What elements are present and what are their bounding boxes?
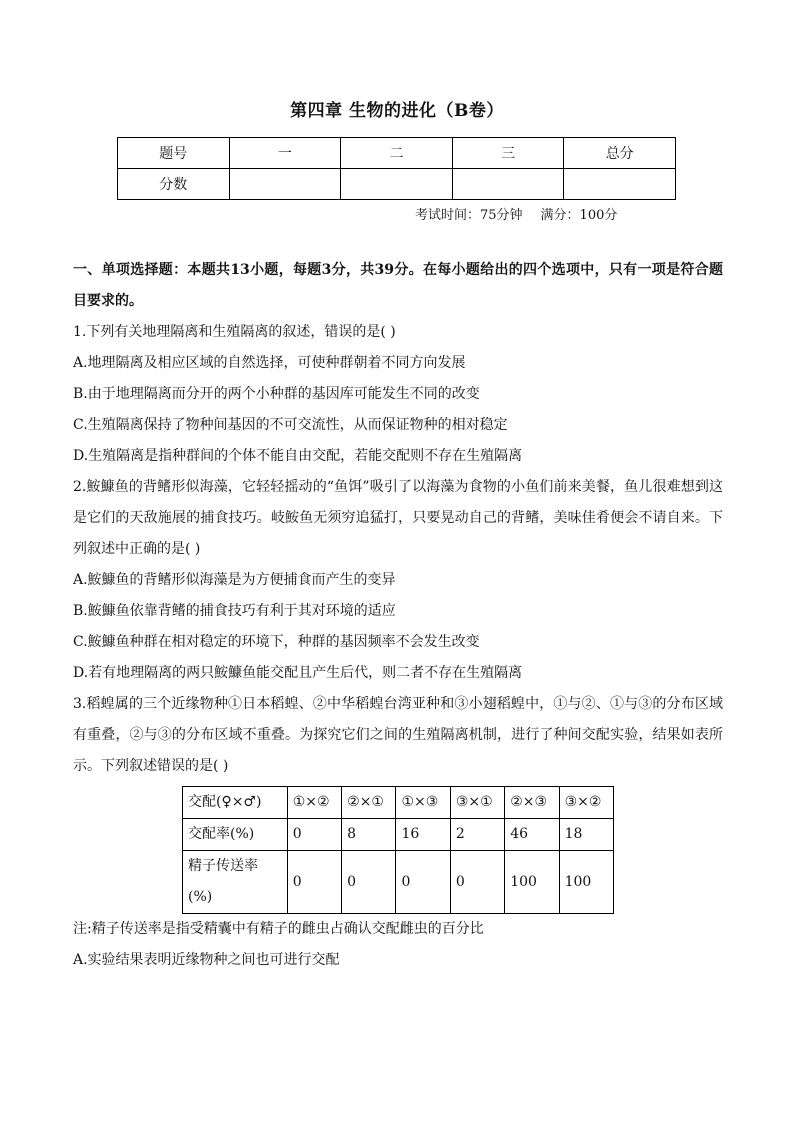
question-2-option-d: D.若有地理隔离的两只鮟鱇鱼能交配且产生后代，则二者不存在生殖隔离	[73, 665, 523, 681]
question-3-option-a: A.实验结果表明近缘物种之间也可进行交配	[73, 952, 340, 968]
question-1-option-c: C.生殖隔离保持了物种间基因的不可交流性，从而保证物种的相对稳定	[73, 417, 508, 433]
question-1-option-a: A.地理隔离及相应区域的自然选择，可使种群朝着不同方向发展	[73, 355, 466, 371]
mating-header-cell: ①×②	[287, 787, 341, 819]
mating-header-cell: ③×②	[559, 787, 613, 819]
mating-cell: 2	[450, 819, 504, 851]
table-note: 注:精子传送率是指受精囊中有精子的雌虫占确认交配雌虫的百分比	[73, 921, 484, 937]
mating-cell: 0	[287, 819, 341, 851]
section-heading: 一、单项选择题：本题共13小题，每题3分，共39分。在每小题给出的四个选项中，只有一项是符合题目要求的。	[73, 262, 723, 309]
question-2-stem: 2.鮟鱇鱼的背鳍形似海藻，它轻轻摇动的“鱼饵”吸引了以海藻为食物的小鱼们前来美餐，鱼儿很难想到这是它们的天敌施展的捕食技巧。岐鮟鱼无须穷追猛打，只要晃动自己的背鳍，美味佳肴便会不请自来。下列叙述中正确的是( )	[73, 479, 723, 557]
score-table	[117, 137, 676, 200]
question-2-option-c: C.鮟鱇鱼种群在相对稳定的环境下，种群的基因频率不会发生改变	[73, 634, 480, 650]
score-table-header-row	[118, 138, 676, 169]
question-1-stem: 1.下列有关地理隔离和生殖隔离的叙述，错误的是( )	[73, 324, 396, 340]
mating-cell: 0	[396, 851, 450, 914]
score-header-cell: 总分	[564, 138, 676, 169]
mating-table	[182, 786, 614, 914]
mating-cell: 100	[559, 851, 613, 914]
mating-cell: 8	[342, 819, 396, 851]
score-header-cell: 二	[341, 138, 453, 169]
exam-time: 考试时间：75分钟	[415, 208, 523, 223]
question-1-option-b: B.由于地理隔离而分开的两个小种群的基因库可能发生不同的改变	[73, 386, 480, 402]
question-3-stem: 3.稻蝗属的三个近缘物种①日本稻蝗、②中华稻蝗台湾亚种和③小翅稻蝗中，①与②、①与③的分布区域有重叠，②与③的分布区域不重叠。为探究它们之间的生殖隔离机制，进行了种间交配实验，结果如表所示。下列叙述错误的是( )	[73, 696, 723, 774]
mating-header-cell: ②×①	[342, 787, 396, 819]
question-2-option-a: A.鮟鱇鱼的背鳍形似海藻是为方便捕食而产生的变异	[73, 572, 396, 588]
mating-header-cell: ②×③	[505, 787, 559, 819]
mating-cell: 16	[396, 819, 450, 851]
score-blank-cell	[229, 169, 341, 200]
mating-header-cell: ①×③	[396, 787, 450, 819]
mating-cell: 100	[505, 851, 559, 914]
document-title: 第四章 生物的进化（B卷）	[290, 101, 504, 121]
mating-header-cell: ③×①	[450, 787, 504, 819]
question-content	[73, 255, 723, 976]
full-score: 满分：100分	[540, 208, 618, 223]
mating-row-label: 交配率(%)	[183, 819, 288, 851]
score-blank-cell	[341, 169, 453, 200]
mating-row-label: 精子传送率(%)	[183, 851, 288, 914]
mating-header-cell: 交配(♀×♂)	[183, 787, 288, 819]
mating-cell: 0	[450, 851, 504, 914]
score-header-cell: 一	[229, 138, 341, 169]
question-2-option-b: B.鮟鱇鱼依靠背鳍的捕食技巧有利于其对环境的适应	[73, 603, 396, 619]
mating-table-row	[183, 851, 614, 914]
score-table-score-row	[118, 169, 676, 200]
mating-table-header-row	[183, 787, 614, 819]
score-header-cell: 三	[452, 138, 564, 169]
score-header-cell: 题号	[118, 138, 230, 169]
score-row-label: 分数	[118, 169, 230, 200]
question-1-option-d: D.生殖隔离是指种群间的个体不能自由交配，若能交配则不存在生殖隔离	[73, 448, 523, 464]
mating-cell: 46	[505, 819, 559, 851]
mating-cell: 0	[342, 851, 396, 914]
mating-cell: 0	[287, 851, 341, 914]
exam-info	[415, 204, 617, 223]
mating-table-row	[183, 819, 614, 851]
score-blank-cell	[452, 169, 564, 200]
mating-cell: 18	[559, 819, 613, 851]
score-blank-cell	[564, 169, 676, 200]
